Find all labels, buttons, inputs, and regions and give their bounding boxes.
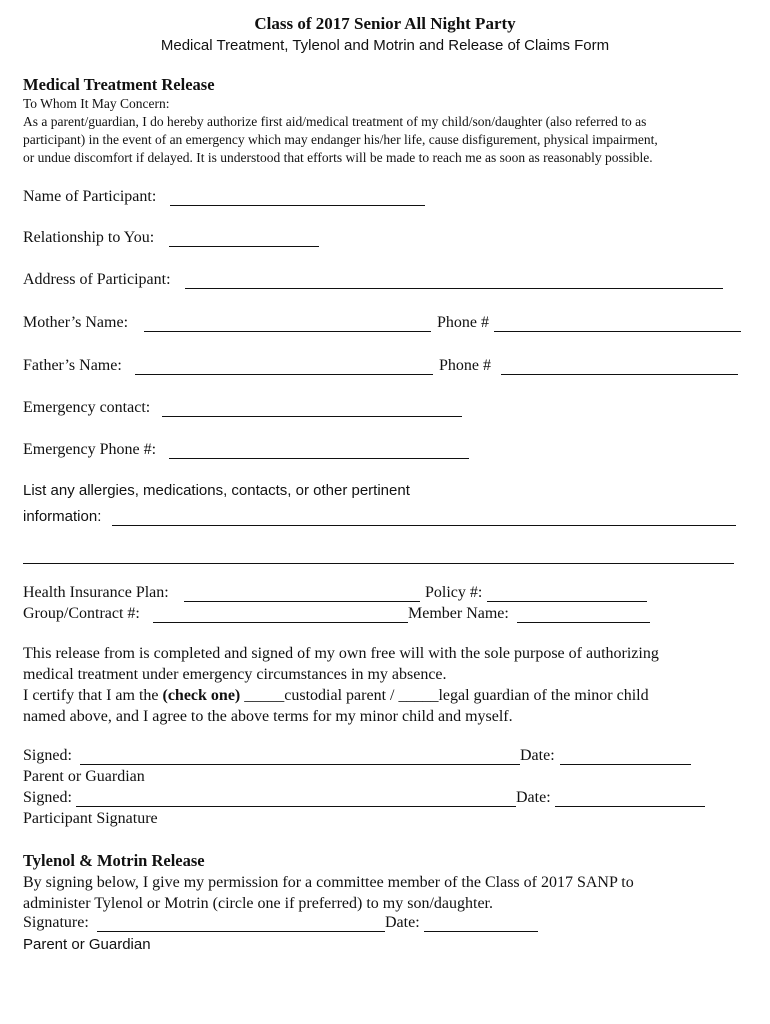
tylenol-date-label: Date: bbox=[385, 914, 420, 931]
release-body-line-3: or undue discomfort if delayed. It is understood that efforts will be made to reach me as soon as reasonably possible. bbox=[23, 150, 653, 165]
parent-date-label: Date: bbox=[520, 747, 555, 764]
certification-line-3 bbox=[23, 685, 649, 706]
tylenol-caption: Parent or Guardian bbox=[23, 936, 151, 953]
tylenol-line-2: administer Tylenol or Motrin (circle one if preferred) to my son/daughter. bbox=[23, 895, 493, 912]
relationship-line[interactable] bbox=[169, 246, 319, 247]
group-contract-line[interactable] bbox=[153, 622, 408, 623]
policy-line[interactable] bbox=[487, 601, 647, 602]
allergies-line-2[interactable] bbox=[23, 563, 734, 564]
insurance-plan-label: Health Insurance Plan: bbox=[23, 584, 169, 601]
emergency-contact-label: Emergency contact: bbox=[23, 399, 151, 416]
release-body-line-2: participant) in the event of an emergency which may endanger his/her life, cause disfigurement, physical impairment, bbox=[23, 132, 658, 147]
tylenol-release-heading: Tylenol & Motrin Release bbox=[23, 851, 205, 870]
policy-label: Policy #: bbox=[425, 584, 483, 601]
participant-date-label: Date: bbox=[516, 789, 551, 806]
custodial-parent-blank[interactable]: _____ bbox=[240, 687, 285, 704]
participant-caption: Participant Signature bbox=[23, 810, 158, 827]
custodial-parent-text: custodial parent / bbox=[284, 687, 399, 704]
form-subtitle: Medical Treatment, Tylenol and Motrin and Release of Claims Form bbox=[160, 37, 610, 54]
tylenol-signature-line[interactable] bbox=[97, 931, 385, 932]
medical-release-heading: Medical Treatment Release bbox=[23, 75, 215, 94]
tylenol-date-line[interactable] bbox=[424, 931, 538, 932]
certification-line-1: This release from is completed and signed of my own free will with the sole purpose of authorizing bbox=[23, 645, 659, 662]
participant-date-line[interactable] bbox=[555, 806, 705, 807]
allergies-label: List any allergies, medications, contacts, or other pertinent bbox=[23, 482, 410, 499]
parent-signature-line[interactable] bbox=[80, 764, 520, 765]
tylenol-line-1: By signing below, I give my permission for a committee member of the Class of 2017 SANP to bbox=[23, 874, 634, 891]
parent-date-line[interactable] bbox=[560, 764, 691, 765]
group-contract-label: Group/Contract #: bbox=[23, 605, 140, 622]
participant-name-line[interactable] bbox=[170, 205, 425, 206]
emergency-phone-label: Emergency Phone #: bbox=[23, 441, 157, 458]
certification-line-2: medical treatment under emergency circumstances in my absence. bbox=[23, 666, 447, 683]
mother-name-label: Mother’s Name: bbox=[23, 314, 129, 331]
father-name-label: Father’s Name: bbox=[23, 357, 122, 374]
address-label: Address of Participant: bbox=[23, 271, 171, 288]
father-phone-label: Phone # bbox=[439, 357, 491, 374]
certification-line-4: named above, and I agree to the above terms for my minor child and myself. bbox=[23, 708, 513, 725]
mother-phone-label: Phone # bbox=[437, 314, 489, 331]
relationship-label: Relationship to You: bbox=[23, 229, 155, 246]
form-title: Class of 2017 Senior All Night Party bbox=[254, 14, 516, 33]
address-line[interactable] bbox=[185, 288, 723, 289]
member-name-label: Member Name: bbox=[408, 605, 509, 622]
member-name-line[interactable] bbox=[517, 622, 650, 623]
tylenol-signature-label: Signature: bbox=[23, 914, 89, 931]
father-name-line[interactable] bbox=[135, 374, 433, 375]
check-one-text: (check one) bbox=[162, 687, 241, 704]
emergency-phone-line[interactable] bbox=[169, 458, 469, 459]
insurance-plan-line[interactable] bbox=[184, 601, 420, 602]
mother-name-line[interactable] bbox=[144, 331, 431, 332]
emergency-contact-line[interactable] bbox=[162, 416, 462, 417]
participant-signature-line[interactable] bbox=[76, 806, 516, 807]
mother-phone-line[interactable] bbox=[494, 331, 741, 332]
certify-text: I certify that I am the bbox=[23, 687, 163, 704]
allergies-line-1[interactable] bbox=[112, 525, 736, 526]
allergies-label-cont: information: bbox=[23, 508, 102, 525]
participant-signed-label: Signed: bbox=[23, 789, 72, 806]
legal-guardian-text: legal guardian of the minor child bbox=[438, 687, 649, 704]
parent-signed-label: Signed: bbox=[23, 747, 72, 764]
legal-guardian-blank[interactable]: _____ bbox=[398, 687, 439, 704]
father-phone-line[interactable] bbox=[501, 374, 738, 375]
salutation: To Whom It May Concern: bbox=[23, 96, 170, 111]
release-body-line-1: As a parent/guardian, I do hereby authorize first aid/medical treatment of my child/son/daughter (also referred to as bbox=[23, 114, 647, 129]
parent-caption: Parent or Guardian bbox=[23, 768, 145, 785]
participant-name-label: Name of Participant: bbox=[23, 188, 157, 205]
